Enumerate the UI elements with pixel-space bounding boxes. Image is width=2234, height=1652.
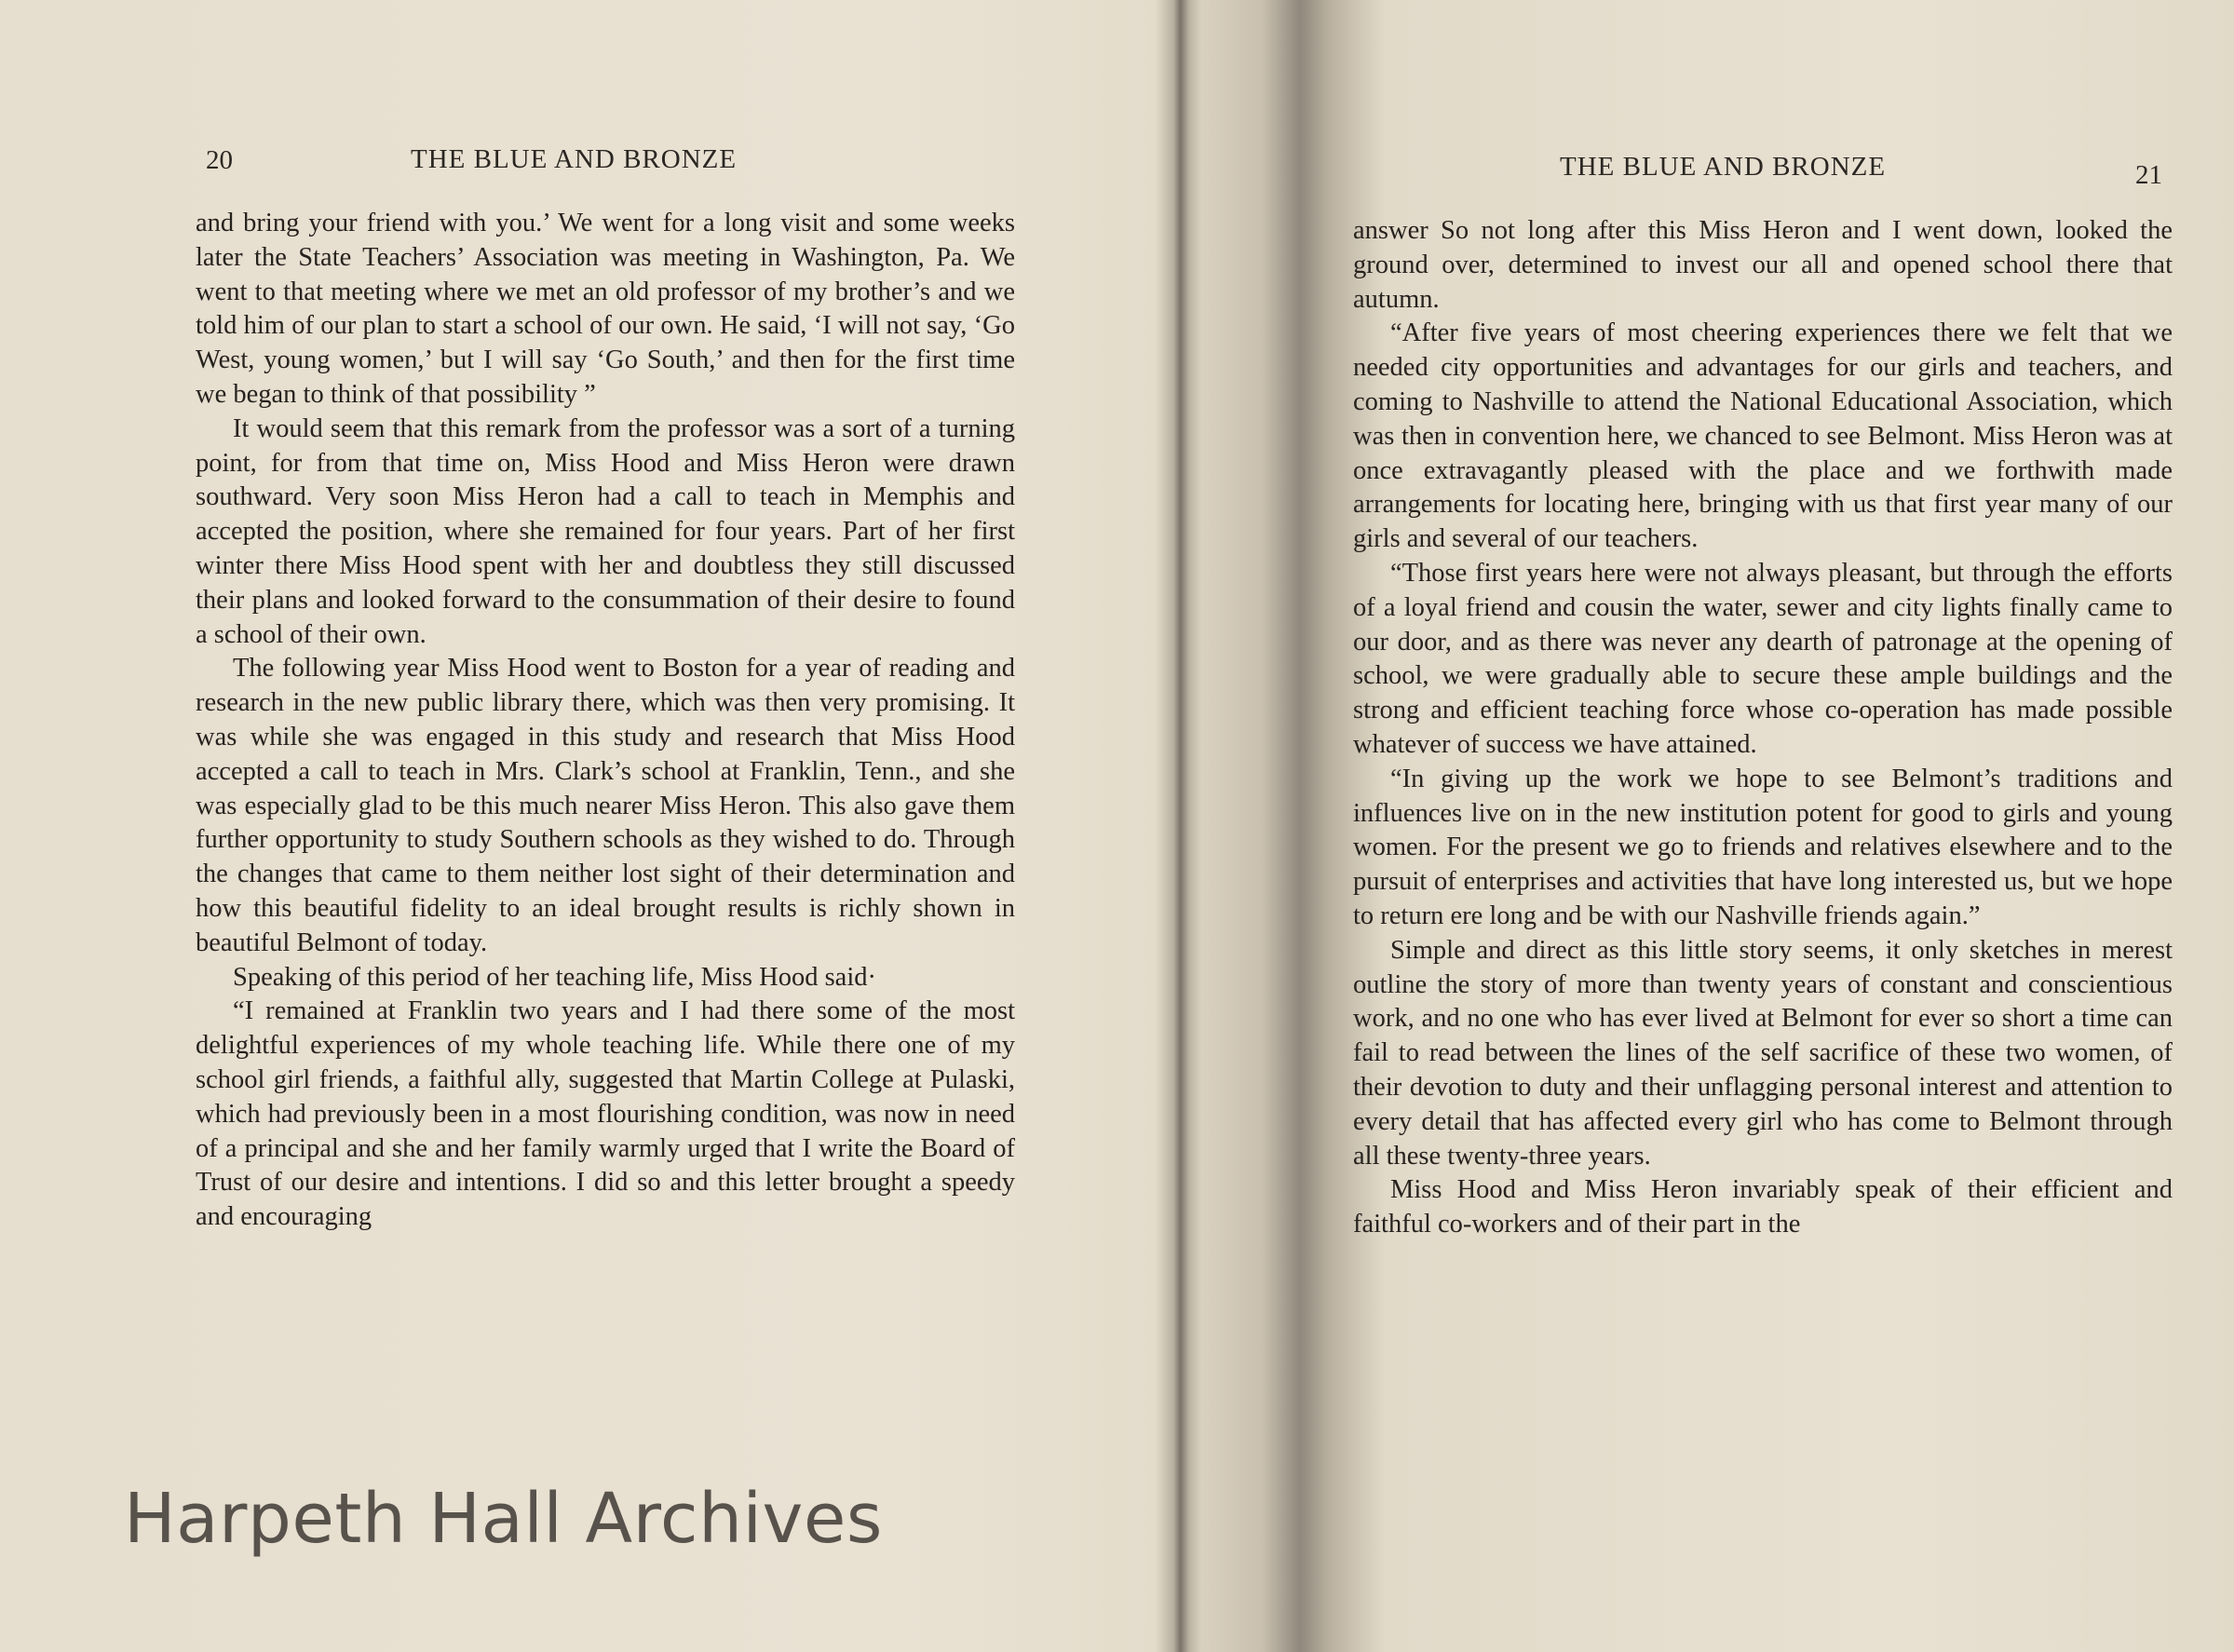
archive-watermark: Harpeth Hall Archives [124,1479,883,1559]
paragraph: answer So not long after this Miss Heron and I went down, looked the ground over, determined to invest our all and opened school there that autumn. [1353,216,2173,314]
left-page-body [196,207,1015,1235]
paragraph: “After five years of most cheering experiences there we felt that we needed city opportunities and advantages for our girls and teachers, and coming to Nashville to attend the National Educational Association, which was then in convention here, we chanced to see Belmont. Miss Heron was at once extravagantly pleased with the place and we forthwith made arrangements for locating here, bringing with us that first year many of our girls and several of our teachers. [1353,318,2173,554]
paragraph: Miss Hood and Miss Heron invariably speak of their efficient and faithful co-workers and of their part in the [1353,1175,2173,1239]
paragraph: Simple and direct as this little story seems, it only sketches in merest outline the story of more than twenty years of constant and conscientious work, and no one who has ever lived at Belmont for ever so short a time can fail to read between the lines of the self sacrifice of these two women, of their devotion to duty and their unflagging personal interest and attention to every detail that has affected every girl who has come to Belmont through all these twenty-three years. [1353,935,2173,1171]
right-page [1187,0,2234,1652]
paragraph: and bring your friend with you.’ We went for a long visit and some weeks later the State Teachers’ Association was meeting in Washington, Pa. We went to that meeting where we met an old professor of my brother’s and we told him of our plan to start a school of our own. He said, ‘I will not say, ‘Go West, young women,’ but I will say ‘Go South,’ and then for the first time we began to think of that possibility ” [196,209,1015,409]
running-head-left: THE BLUE AND BRONZE [411,144,738,174]
paragraph: The following year Miss Hood went to Boston for a year of reading and research in the new public library there, which was then very promising. It was while she was engaged in this study and research that Miss Hood accepted a call to teach in Mrs. Clark’s school at Franklin, Tenn., and she was especially glad to be this much nearer Miss Heron. This also gave them further opportunity to study Southern schools as they wished to do. Through the changes that came to them neither lost sight of their determination and how this beautiful fidelity to an ideal brought results is richly shown in beautiful Belmont of today. [196,654,1015,957]
paragraph: “Those first years here were not always pleasant, but through the efforts of a loyal friend and cousin the water, sewer and city lights finally came to our door, and as there was never any dearth of patronage at the opening of school, we were gradually able to secure these ample buildings and the strong and efficient teaching force whose co-operation has made possible whatever of success we have attained. [1353,558,2173,759]
paragraph: “In giving up the work we hope to see Belmont’s traditions and influences live on in the new institution potent for good to girls and young women. For the present we go to friends and relatives elsewhere and to the pursuit of enterprises and activities that have long interested us, but we hope to return ere long and be with our Nashville friends again.” [1353,764,2173,930]
paragraph: “I remained at Franklin two years and I had there some of the most delightful experiences of my whole teaching life. While there one of my school girl friends, a faithful ally, suggested that Martin College at Pulaski, which had previously been in a most flourishing condition, was now in need of a principal and she and her family warmly urged that I write the Board of Trust of our desire and intentions. I did so and this letter brought a speedy and encouraging [196,996,1015,1232]
paragraph: Speaking of this period of her teaching life, Miss Hood said· [233,962,876,992]
running-head-right: THE BLUE AND BRONZE [1560,152,1887,182]
page-number-right: 21 [2135,160,2162,190]
paragraph: It would seem that this remark from the professor was a sort of a turning point, for from that time on, Miss Hood and Miss Heron were drawn southward. Very soon Miss Heron had a call to teach in Memphis and accepted the position, where she remained for four years. Part of her first winter there Miss Hood spent with her and doubtless they still discussed their plans and looked forward to the consummation of their desire to found a school of their own. [196,413,1015,649]
right-page-body [1353,214,2173,1242]
page-number-left: 20 [206,145,233,175]
